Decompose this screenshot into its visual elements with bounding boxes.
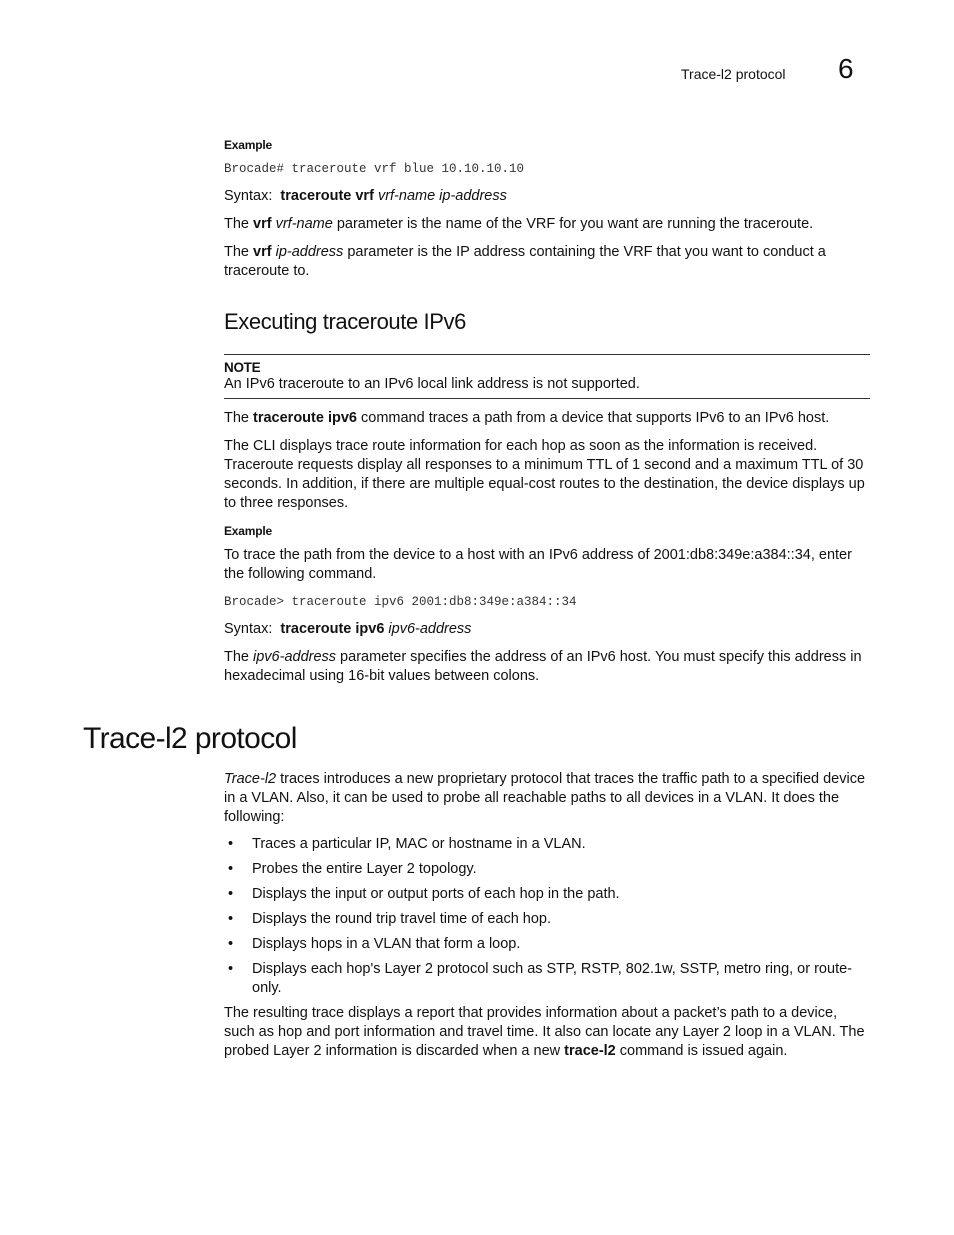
parameter-name: vrf-name: [275, 216, 333, 232]
paragraph-trace-l2-result: [224, 1004, 870, 1061]
bullet-dot: •: [228, 961, 234, 977]
text-run: parameter specifies the address of an IPv6 host. You must specify this address in hexadecimal using 16-bit values between colons.: [224, 649, 862, 684]
bullet-dot: •: [228, 911, 234, 927]
syntax-arguments: ipv6-address: [388, 621, 472, 637]
text-run: The: [224, 410, 254, 426]
paragraph-ipv6-address: [224, 648, 870, 686]
text-run: The resulting trace displays a report that provides information about a packet’s path to a device, such as hop and port information and travel time. It also can locate any Layer 2 loop in a VLAN. The probed Layer 2 information is discarded when a new: [224, 1005, 865, 1059]
paragraph-trace-path: To trace the path from the device to a host with an IPv6 address of 2001:db8:349e:a384::34, enter the following command.: [224, 547, 852, 582]
example-label: Example: [224, 524, 272, 538]
text-run: The: [224, 244, 254, 260]
syntax-arguments: vrf-name ip-address: [377, 188, 507, 204]
syntax-label: Syntax:: [224, 188, 273, 204]
note-label: NOTE: [224, 360, 261, 375]
keyword: vrf: [253, 216, 272, 232]
section-heading-trace-l2: Trace-l2 protocol: [83, 722, 297, 755]
paragraph-cli-display: The CLI displays trace route information for each hop as soon as the information is received. Traceroute requests display all responses to a minimum TTL of 1 second and a maximum TTL of 30 seconds. In addition, if there are multiple equal-cost routes to the destination, the device displays up to three responses.: [224, 438, 865, 511]
list-item-text: Displays each hop's Layer 2 protocol such as STP, RSTP, 802.1w, SSTP, metro ring, or route-only.: [252, 961, 852, 996]
note-top-rule: [224, 354, 870, 355]
list-item-text: Displays the round trip travel time of each hop.: [252, 911, 552, 927]
running-header-title: Trace-l2 protocol: [681, 66, 786, 82]
bullet-dot: •: [228, 886, 234, 902]
text-run: The: [224, 649, 254, 665]
command-name: Trace-l2: [224, 771, 277, 787]
text-run: command is issued again.: [615, 1043, 788, 1059]
list-item-text: Traces a particular IP, MAC or hostname in a VLAN.: [252, 836, 586, 852]
bullet-dot: •: [228, 836, 234, 852]
paragraph-vrf-ip-address: [224, 243, 870, 281]
section-heading-traceroute-ipv6: Executing traceroute IPv6: [224, 309, 466, 334]
parameter-name: ipv6-address: [253, 649, 337, 665]
list-item-text: Probes the entire Layer 2 topology.: [252, 861, 477, 877]
text-run: parameter is the name of the VRF for you want are running the traceroute.: [332, 216, 814, 232]
keyword: traceroute ipv6: [253, 410, 357, 426]
syntax-command: traceroute ipv6: [280, 621, 385, 637]
syntax-label: Syntax:: [224, 621, 273, 637]
example-label: Example: [224, 138, 272, 152]
paragraph-trace-l2-intro: [224, 770, 870, 827]
list-item-text: Displays the input or output ports of each hop in the path.: [252, 886, 620, 902]
keyword: trace-l2: [564, 1043, 616, 1059]
syntax-command: traceroute vrf: [280, 188, 374, 204]
keyword: vrf: [253, 244, 272, 260]
list-item-text: Displays hops in a VLAN that form a loop.: [252, 936, 521, 952]
syntax-line-ipv6: [224, 620, 870, 639]
text-run: The: [224, 216, 254, 232]
text-run: parameter is the IP address containing the VRF that you want to conduct a traceroute to.: [224, 244, 826, 279]
text-run: traces introduces a new proprietary protocol that traces the traffic path to a specified device in a VLAN. Also, it can be used to probe all reachable paths to all devices in a VLAN. It does the following:: [224, 771, 866, 825]
code-example-vrf: Brocade# traceroute vrf blue 10.10.10.10: [224, 162, 525, 176]
text-run: command traces a path from a device that supports IPv6 to an IPv6 host.: [356, 410, 830, 426]
bullet-dot: •: [228, 936, 234, 952]
note-bottom-rule: [224, 398, 870, 399]
note-text: An IPv6 traceroute to an IPv6 local link address is not supported.: [224, 376, 640, 392]
chapter-number: 6: [838, 53, 854, 84]
syntax-line-vrf: [224, 187, 870, 206]
paragraph-vrf-name: [224, 215, 870, 234]
code-example-ipv6: Brocade> traceroute ipv6 2001:db8:349e:a384::34: [224, 595, 577, 609]
paragraph-traceroute-ipv6: [224, 409, 870, 428]
bullet-dot: •: [228, 861, 234, 877]
parameter-name: ip-address: [275, 244, 344, 260]
